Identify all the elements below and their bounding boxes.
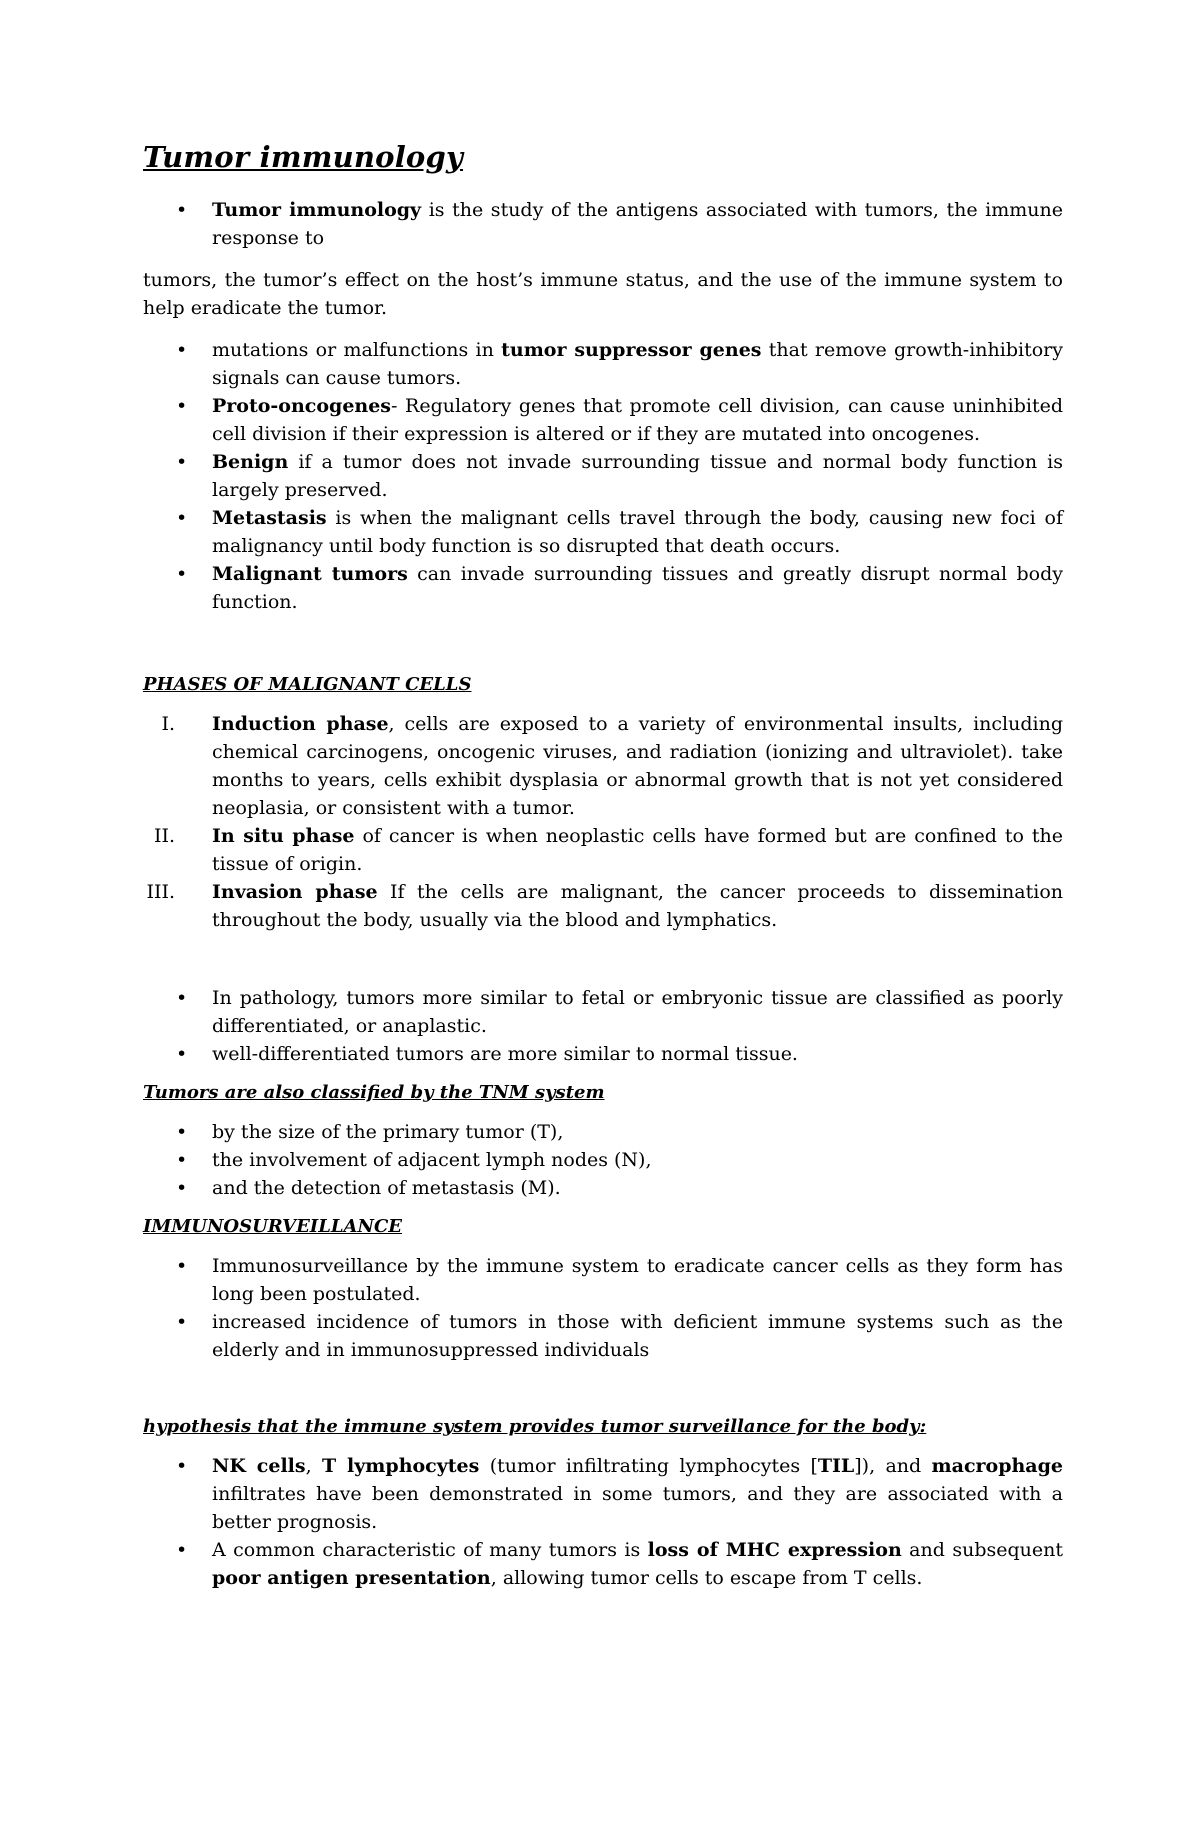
bold-term: macrophage: [931, 1455, 1063, 1477]
bold-term: Benign: [212, 451, 289, 473]
list-item: • the involvement of adjacent lymph nodes (N),: [143, 1146, 1063, 1174]
list-item: III. Invasion phase If the cells are malignant, the cancer proceeds to dissemination throughout the body, usually via the blood and lymphatics.: [143, 878, 1063, 934]
list-item: • by the size of the primary tumor (T),: [143, 1118, 1063, 1146]
section-heading-tnm: Tumors are also classified by the TNM system: [143, 1082, 605, 1103]
page-title: Tumor immunology: [143, 140, 463, 174]
roman-numeral: III.: [146, 881, 175, 903]
bullet-list-causes: [143, 336, 1063, 616]
bold-term: Induction phase: [212, 713, 389, 735]
roman-numeral: I.: [161, 713, 175, 735]
phases-list: [143, 710, 1063, 934]
bold-term: TIL: [817, 1455, 855, 1477]
bold-term: Proto-oncogenes: [212, 395, 392, 417]
bold-term: NK cells: [212, 1455, 306, 1477]
list-item: • and the detection of metastasis (M).: [143, 1174, 1063, 1202]
bullet-list-pathology: [143, 984, 1063, 1068]
bold-term: loss of MHC expression: [647, 1539, 902, 1561]
text: is the study of the antigens associated with tumors, the immune response to: [212, 199, 1063, 249]
intro-continuation: tumors, the tumor’s effect on the host’s immune status, and the use of the immune system to help eradicate the tumor.: [143, 269, 1063, 319]
bold-term: Invasion phase: [212, 881, 378, 903]
list-item: • Metastasis is when the malignant cells travel through the body, causing new foci of malignancy until body function is so disrupted that death occurs.: [143, 504, 1063, 560]
bold-term: tumor suppressor genes: [501, 339, 762, 361]
tnm-list: [143, 1118, 1063, 1202]
list-item: • Benign if a tumor does not invade surrounding tissue and normal body function is largely preserved.: [143, 448, 1063, 504]
section-heading-phases: PHASES OF MALIGNANT CELLS: [143, 674, 472, 695]
list-item: • Proto-oncogenes- Regulatory genes that promote cell division, can cause uninhibited cell division if their expression is altered or if they are mutated into oncogenes.: [143, 392, 1063, 448]
document-page: [143, 140, 1063, 1592]
list-item: • mutations or malfunctions in tumor suppressor genes that remove growth-inhibitory signals can cause tumors.: [143, 336, 1063, 392]
list-item: • increased incidence of tumors in those with deficient immune systems such as the elderly and in immunosuppressed individuals: [143, 1308, 1063, 1364]
bold-term: Malignant tumors: [212, 563, 408, 585]
list-item: • NK cells, T lymphocytes (tumor infiltrating lymphocytes [TIL]), and macrophage infiltrates have been demonstrated in some tumors, and they are associated with a better prognosis.: [143, 1452, 1063, 1536]
immuno-list: [143, 1252, 1063, 1364]
list-item: • A common characteristic of many tumors is loss of MHC expression and subsequent poor antigen presentation, allowing tumor cells to escape from T cells.: [143, 1536, 1063, 1592]
bold-term: T lymphocytes: [321, 1455, 480, 1477]
bold-term: Metastasis: [212, 507, 327, 529]
roman-numeral: II.: [153, 825, 175, 847]
bold-term: Tumor immunology: [212, 199, 422, 221]
list-item: • In pathology, tumors more similar to fetal or embryonic tissue are classified as poorly differentiated, or anaplastic.: [143, 984, 1063, 1040]
list-item: • Malignant tumors can invade surrounding tissues and greatly disrupt normal body function.: [143, 560, 1063, 616]
list-item: II. In situ phase of cancer is when neoplastic cells have formed but are confined to the tissue of origin.: [143, 822, 1063, 878]
bold-term: poor antigen presentation: [212, 1567, 491, 1589]
intro-list: [143, 196, 1063, 252]
section-heading-hypothesis: hypothesis that the immune system provides tumor surveillance for the body:: [143, 1416, 927, 1437]
list-item: • well-differentiated tumors are more similar to normal tissue.: [143, 1040, 1063, 1068]
bold-term: In situ phase: [212, 825, 355, 847]
list-item: • Immunosurveillance by the immune system to eradicate cancer cells as they form has long been postulated.: [143, 1252, 1063, 1308]
list-item: I. Induction phase, cells are exposed to a variety of environmental insults, including chemical carcinogens, oncogenic viruses, and radiation (ionizing and ultraviolet). take months to years, cells exhibit dysplasia or abnormal growth that is not yet considered neoplasia, or consistent with a tumor.: [143, 710, 1063, 822]
section-heading-immunosurveillance: IMMUNOSURVEILLANCE: [143, 1216, 402, 1237]
list-item: [143, 196, 1063, 252]
hypothesis-list: [143, 1452, 1063, 1592]
